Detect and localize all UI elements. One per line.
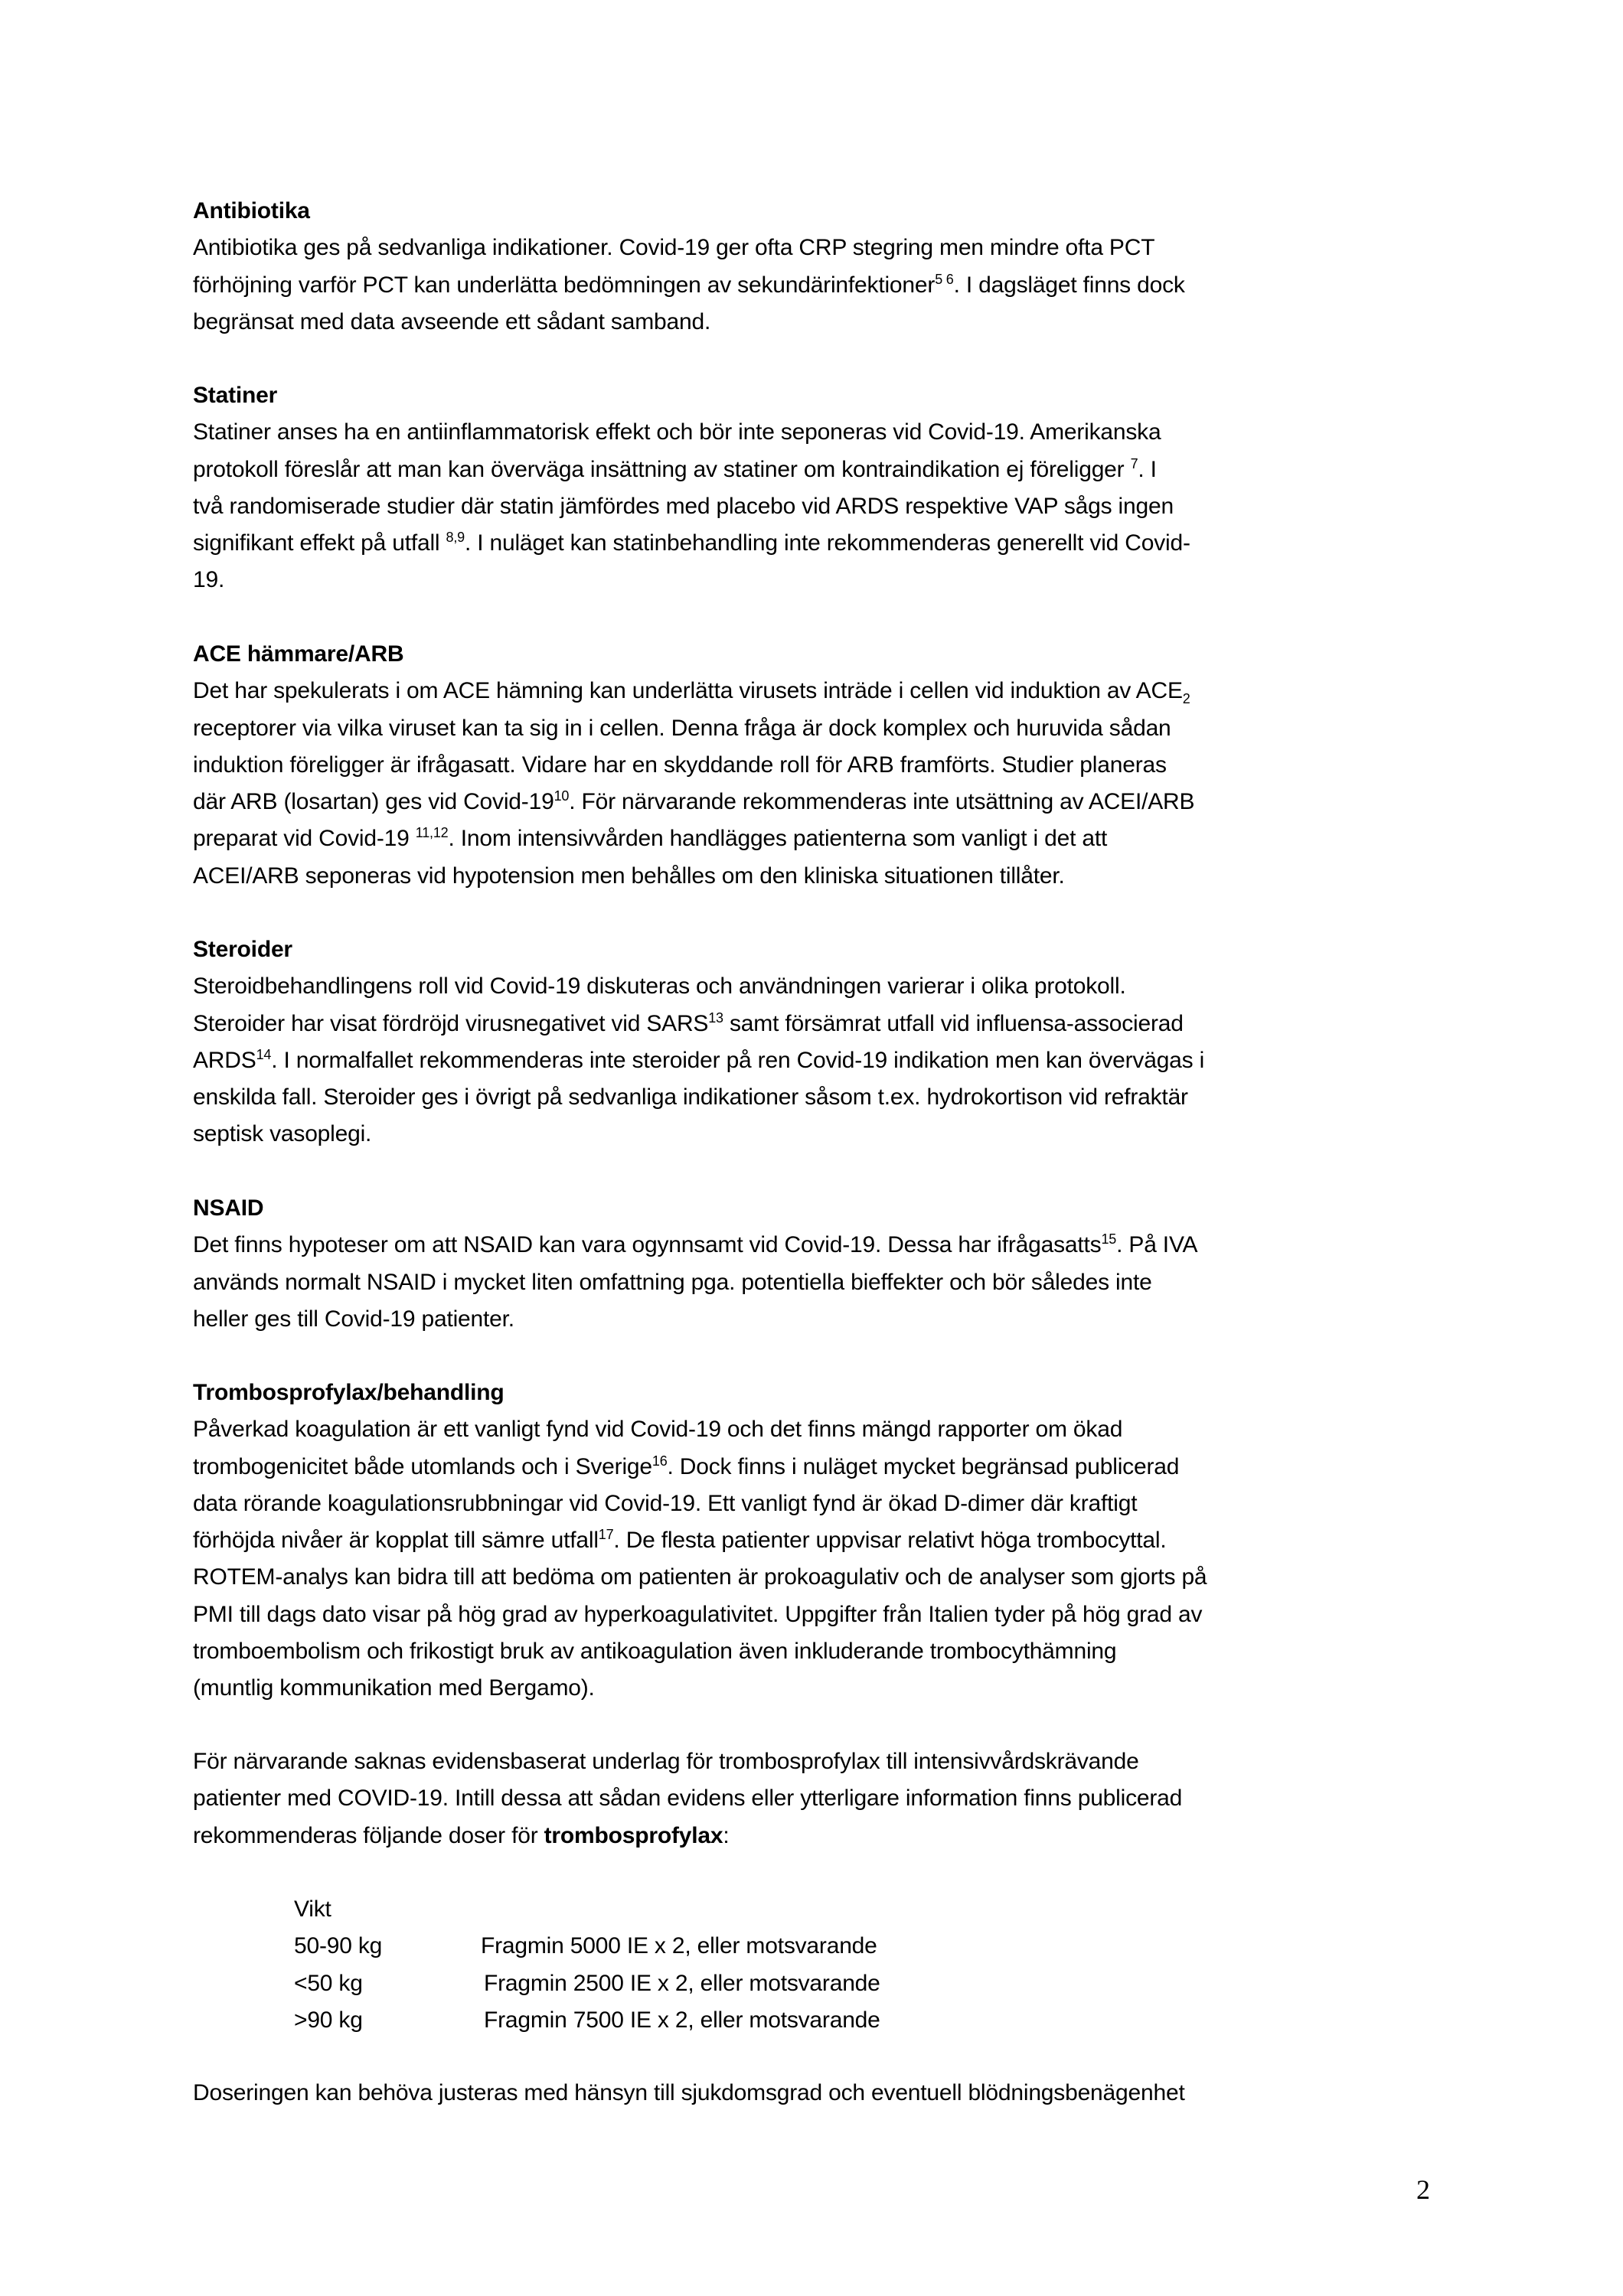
paragraph-line: ROTEM-analys kan bidra till att bedöma om patienten är prokoagulativ och de analyser som gjorts på [193, 1564, 1207, 1590]
dosing-header [294, 1891, 1213, 1928]
footnote-ref: 7 [1130, 455, 1138, 471]
text-run: . De flesta patienter uppvisar relativt höga trombocyttal. [613, 1528, 1167, 1554]
subscript: 2 [1182, 691, 1190, 707]
text-run: samt försämrat utfall vid influensa-associerad [723, 1010, 1184, 1036]
paragraph-line: septisk vasoplegi. [193, 1121, 372, 1147]
section-heading: ACE hämmare/ARB [193, 641, 404, 667]
text-run: . I nuläget kan statinbehandling inte rekommenderas generellt vid Covid- [464, 530, 1190, 556]
paragraph-line: Statiner anses ha en antiinflammatorisk effekt och bör inte seponeras vid Covid-19. Amerikanska [193, 419, 1161, 445]
text-run: Det har spekulerats i om ACE hämning kan underlätta virusets inträde i cellen vid induktion av ACE [193, 678, 1183, 704]
text-run: där ARB (losartan) ges vid Covid-19 [193, 789, 554, 815]
paragraph-line [193, 1042, 1494, 1079]
paragraph-line [193, 452, 1494, 488]
section-ace-arb [193, 636, 1494, 895]
text-run: Steroider har visat fördröjd virusnegativet vid SARS [193, 1010, 709, 1036]
weight-header: Vikt [294, 1896, 331, 1922]
weight-cell: >90 kg [294, 2007, 363, 2033]
section-heading: Statiner [193, 383, 278, 408]
text-run: preparat vid Covid-19 [193, 826, 416, 852]
paragraph-line: Steroidbehandlingens roll vid Covid-19 diskuteras och användningen varierar i olika protokoll. [193, 974, 1126, 1000]
weight-cell: 50-90 kg [294, 1933, 383, 1959]
section-antibiotika [193, 193, 1494, 341]
footnote-ref: 5 6 [935, 271, 954, 287]
text-run: . För närvarande rekommenderas inte utsättning av ACEI/ARB [569, 789, 1195, 815]
footnote-ref: 10 [554, 788, 570, 804]
paragraph-line [193, 673, 1494, 709]
dosing-table [294, 1891, 1213, 2039]
paragraph-line: ACEI/ARB seponeras vid hypotension men behålles om den kliniska situationen tillåter. [193, 863, 1065, 889]
section-heading: Trombosprofylax/behandling [193, 1380, 505, 1405]
paragraph-line [193, 784, 1494, 820]
section-heading: NSAID [193, 1195, 264, 1221]
section-nsaid [193, 1190, 1494, 1338]
text-run: protokoll föreslår att man kan överväga insättning av statiner om kontraindikation ej föreligger [193, 456, 1131, 482]
dosing-row [294, 1928, 1213, 1965]
text-run: . På IVA [1116, 1232, 1198, 1258]
dosing-row [294, 2002, 1213, 2039]
paragraph-line: begränsat med data avseende ett sådant samband. [193, 308, 711, 334]
paragraph-line: induktion föreligger är ifrågasatt. Vidare har en skyddande roll för ARB framförts. Studier planeras [193, 752, 1167, 778]
footnote-ref: 13 [708, 1009, 723, 1026]
footnote-ref: 17 [598, 1527, 614, 1543]
paragraph-line [193, 525, 1494, 562]
text-run: . I [1138, 456, 1157, 482]
footnote-ref: 16 [651, 1453, 668, 1469]
dose-cell: Fragmin 7500 IE x 2, eller motsvarande [484, 2007, 880, 2033]
text-run: . Inom intensivvården handlägges patienterna som vanligt i det att [448, 826, 1108, 852]
section-statiner [193, 377, 1494, 599]
paragraph-profylax [193, 1743, 1494, 1854]
paragraph-line: data rörande koagulationsrubbningar vid Covid-19. Ett vanligt fynd är ökad D-dimer där kraftigt [193, 1490, 1138, 1516]
paragraph-line [193, 1006, 1494, 1042]
text-run: : [723, 1822, 730, 1848]
paragraph-line: För närvarande saknas evidensbaserat underlag för trombosprofylax till intensivvårdskrävande [193, 1749, 1139, 1774]
section-trombosprofylax [193, 1375, 1494, 1707]
paragraph-line [193, 267, 1494, 304]
text-run: förhöjning varför PCT kan underlätta bedömningen av sekundärinfektioner [193, 272, 936, 298]
paragraph-line: patienter med COVID-19. Intill dessa att sådan evidens eller ytterligare information finns publicerad [193, 1786, 1183, 1812]
text-run: trombogenicitet både utomlands och i Sverige [193, 1453, 652, 1479]
paragraph-line [193, 1522, 1494, 1559]
paragraph-line [193, 1818, 1494, 1854]
paragraph-line: Påverkad koagulation är ett vanligt fynd vid Covid-19 och det finns mängd rapporter om ökad [193, 1417, 1123, 1443]
text-run: . Dock finns i nuläget mycket begränsad publicerad [667, 1453, 1180, 1479]
page-number: 2 [1416, 2174, 1430, 2205]
dosing-row [294, 1965, 1213, 2002]
text-run: . I normalfallet rekommenderas inte steroider på ren Covid-19 indikation men kan övervägas i [271, 1047, 1205, 1073]
footnote-ref: 11,12 [415, 825, 449, 841]
paragraph-line: enskilda fall. Steroider ges i övrigt på sedvanliga indikationer såsom t.ex. hydrokortison vid refraktär [193, 1084, 1188, 1110]
paragraph-line: receptorer via vilka viruset kan ta sig in i cellen. Denna fråga är dock komplex och huruvida sådan [193, 715, 1171, 741]
text-run: signifikant effekt på utfall [193, 530, 446, 556]
text-run: Det finns hypoteser om att NSAID kan vara ogynnsamt vid Covid-19. Dessa har ifrågasatts [193, 1232, 1102, 1258]
text-run: ARDS [193, 1047, 256, 1073]
footnote-ref: 15 [1101, 1231, 1117, 1247]
text-run: rekommenderas följande doser för [193, 1822, 544, 1848]
paragraph-line: används normalt NSAID i mycket liten omfattning pga. potentiella bieffekter och bör således inte [193, 1269, 1152, 1295]
dose-cell: Fragmin 2500 IE x 2, eller motsvarande [484, 1970, 880, 1996]
paragraph-line: Doseringen kan behöva justeras med hänsyn till sjukdomsgrad och eventuell blödningsbenägenhet [193, 2080, 1185, 2105]
paragraph-line: PMI till dags dato visar på hög grad av hyperkoagulativitet. Uppgifter från Italien tyder på hög grad av [193, 1601, 1203, 1627]
section-steroider [193, 931, 1494, 1153]
text-run: förhöjda nivåer är kopplat till sämre utfall [193, 1528, 599, 1554]
bold-term: trombosprofylax [544, 1822, 723, 1848]
paragraph-line: Antibiotika ges på sedvanliga indikationer. Covid-19 ger ofta CRP stegring men mindre ofta PCT [193, 235, 1155, 261]
paragraph-line: 19. [193, 567, 225, 593]
closing-paragraph [193, 2075, 1494, 2112]
section-heading: Steroider [193, 937, 292, 962]
section-heading: Antibiotika [193, 198, 310, 223]
dose-cell: Fragmin 5000 IE x 2, eller motsvarande [481, 1933, 877, 1959]
footnote-ref: 14 [256, 1046, 272, 1062]
paragraph-line: tromboembolism och frikostigt bruk av antikoagulation även inkluderande trombocythämning [193, 1639, 1117, 1665]
paragraph-line: två randomiserade studier där statin jämfördes med placebo vid ARDS respektive VAP sågs ingen [193, 493, 1174, 519]
footnote-ref: 8,9 [446, 530, 465, 546]
weight-cell: <50 kg [294, 1970, 363, 1996]
paragraph-line [193, 820, 1494, 857]
paragraph-line: heller ges till Covid-19 patienter. [193, 1306, 514, 1332]
paragraph-line [193, 1449, 1494, 1486]
paragraph-line [193, 1227, 1494, 1264]
paragraph-line: (muntlig kommunikation med Bergamo). [193, 1675, 595, 1701]
text-run: . I dagsläget finns dock [953, 272, 1185, 298]
